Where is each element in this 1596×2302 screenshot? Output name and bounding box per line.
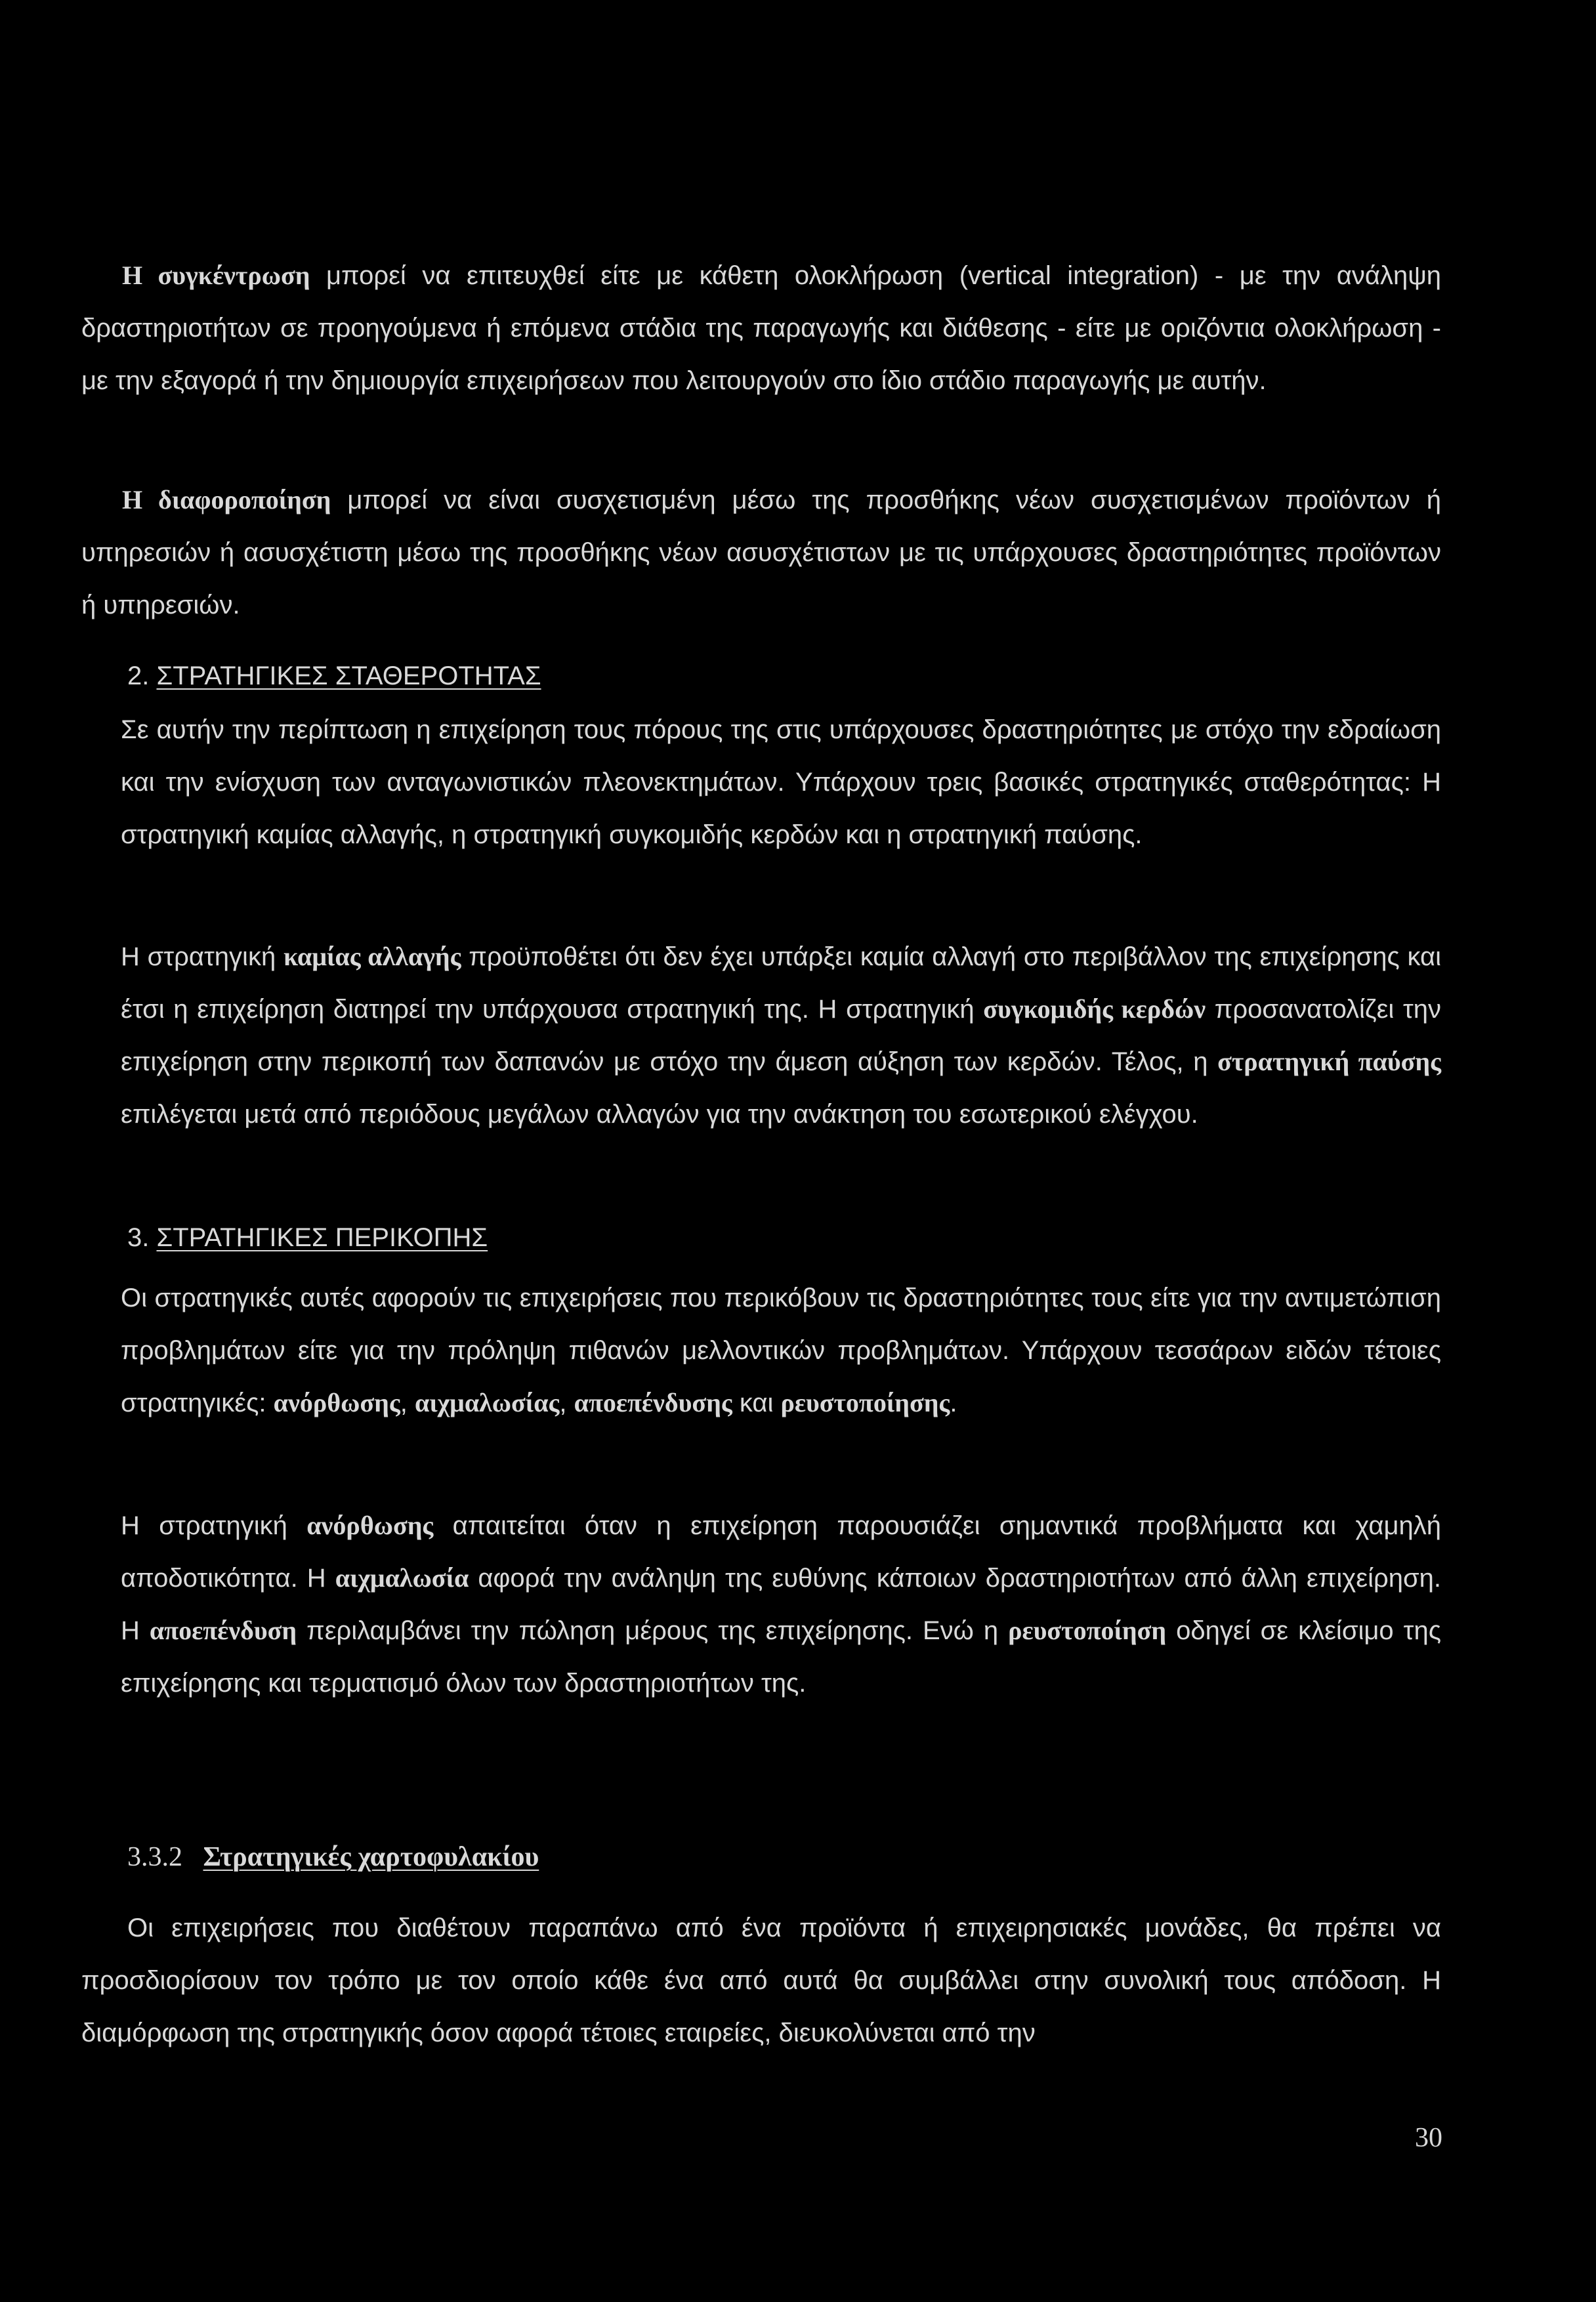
paragraph-text: Η στρατηγική	[121, 942, 284, 971]
term-turnaround: ανόρθωσης	[306, 1511, 434, 1540]
term-concentration: Η συγκέντρωση	[122, 261, 310, 290]
paragraph-text: μπορεί να επιτευχθεί είτε με κάθετη ολοκλήρωση (vertical integration) - με την ανάληψη δραστηριοτήτων σε προηγούμενα ή επόμενα στάδια της παραγωγής και διάθεσης - είτε με οριζόντια ολοκλήρωση - με την εξαγορά ή την δημιουργία επιχειρήσεων που λειτουργούν στο ίδιο στάδιο παραγωγής με αυτήν.	[81, 261, 1441, 395]
paragraph-text: Σε αυτήν την περίπτωση η επιχείρηση τους πόρους της στις υπάρχουσες δραστηριότητες με στόχο την εδραίωση και την ενίσχυση των ανταγωνιστικών πλεονεκτημάτων. Υπάρχουν τρεις βασικές στρατηγικές σταθερότητας: Η στρατηγική καμίας αλλαγής, η στρατηγική συγκομιδής κερδών και η στρατηγική παύσης.	[121, 715, 1441, 849]
section-title: ΣΤΡΑΤΗΓΙΚΕΣ ΣΤΑΘΕΡΟΤΗΤΑΣ	[156, 661, 541, 690]
paragraph-text: αφορά την ανάληψη της ευθύνης κάποιων δραστηριοτήτων από άλλη επιχείρηση. Η	[121, 1564, 1442, 1645]
section-title: ΣΤΡΑΤΗΓΙΚΕΣ ΠΕΡΙΚΟΠΗΣ	[156, 1223, 488, 1252]
term-liquidation: ρευστοποίηση	[1008, 1616, 1167, 1645]
separator: .	[950, 1389, 957, 1417]
term-pause: στρατηγική παύσης	[1217, 1047, 1441, 1076]
subsection-number: 3.3.2	[127, 1842, 182, 1872]
paragraph-retrenchment-types	[121, 1499, 1441, 1709]
paragraph-retrenchment-intro	[121, 1272, 1441, 1429]
subsection-heading	[127, 1831, 539, 1883]
term-divestment: αποεπένδυσης	[574, 1388, 732, 1417]
separator: ,	[559, 1389, 574, 1417]
paragraph-text: περιλαμβάνει την πώληση μέρους της επιχείρησης. Ενώ η	[297, 1616, 1009, 1645]
paragraph-text: Η στρατηγική	[121, 1511, 307, 1540]
paragraph-portfolio	[81, 1902, 1441, 2059]
term-turnaround: ανόρθωσης	[273, 1388, 400, 1417]
section-heading-stability	[127, 650, 541, 702]
term-divestment: αποεπένδυση	[149, 1616, 297, 1645]
section-number: 2.	[127, 661, 150, 690]
paragraph-text: Οι επιχειρήσεις που διαθέτουν παραπάνω από ένα προϊόντα ή επιχειρησιακές μονάδες, θα πρέπει να προσδιορίσουν τον τρόπο με τον οποίο κάθε ένα από αυτά θα συμβάλλει στην συνολική τους απόδοση. Η διαμόρφωση της στρατηγικής όσον αφορά τέτοιες εταιρείες, διευκολύνεται από την	[81, 1914, 1441, 2047]
paragraph-text: Οι στρατηγικές αυτές αφορούν τις επιχειρήσεις που περικόβουν τις δραστηριότητες τους είτε για την αντιμετώπιση προβλημάτων είτε για την πρόληψη πιθανών μελλοντικών προβλημάτων. Υπάρχουν τεσσάρων ειδών τέτοιες στρατηγικές:	[121, 1284, 1441, 1417]
term-diversification: Η διαφοροποίηση	[122, 485, 331, 514]
term-liquidation: ρευστοποίησης	[780, 1388, 950, 1417]
term-no-change: καμίας αλλαγής	[283, 942, 461, 971]
section-number: 3.	[127, 1223, 150, 1252]
paragraph-text: οδηγεί σε κλείσιμο της επιχείρησης και τερματισμό όλων των δραστηριοτήτων της.	[121, 1616, 1441, 1698]
paragraph-text: επιλέγεται μετά από περιόδους μεγάλων αλλαγών για την ανάκτηση του εσωτερικού ελέγχου.	[121, 1100, 1198, 1129]
paragraph-stability-types	[121, 931, 1441, 1141]
separator: ,	[400, 1389, 415, 1417]
subsection-title: Στρατηγικές χαρτοφυλακίου	[203, 1842, 539, 1872]
separator: και	[732, 1389, 781, 1417]
paragraph-text: μπορεί να είναι συσχετισμένη μέσω της προσθήκης νέων συσχετισμένων προϊόντων ή υπηρεσιών ή ασυσχέτιστη μέσω της προσθήκης νέων ασυσχέτιστων με τις υπάρχουσες δραστηριότητες προϊόντων ή υπηρεσιών.	[81, 486, 1441, 619]
paragraph-text: προσανατολίζει την επιχείρηση στην περικοπή των δαπανών με στόχο την άμεση αύξηση των κερδών. Τέλος, η	[121, 995, 1441, 1076]
paragraph-text: προϋποθέτει ότι δεν έχει υπάρξει καμία αλλαγή στο περιβάλλον της επιχείρησης και έτσι η επιχείρηση διατηρεί την υπάρχουσα στρατηγική της. Η στρατηγική	[121, 942, 1441, 1024]
paragraph-diversification	[81, 474, 1441, 631]
paragraph-concentration	[81, 249, 1441, 407]
page-number: 30	[1415, 2123, 1442, 2153]
term-harvest: συγκομιδής κερδών	[983, 994, 1206, 1024]
paragraph-stability-intro	[121, 703, 1441, 861]
term-captive: αιχμαλωσίας	[414, 1388, 560, 1417]
paragraph-text: απαιτείται όταν η επιχείρηση παρουσιάζει σημαντικά προβλήματα και χαμηλή αποδοτικότητα. Η	[121, 1511, 1441, 1593]
section-heading-retrenchment	[127, 1211, 488, 1264]
term-captive: αιχμαλωσία	[335, 1563, 469, 1593]
